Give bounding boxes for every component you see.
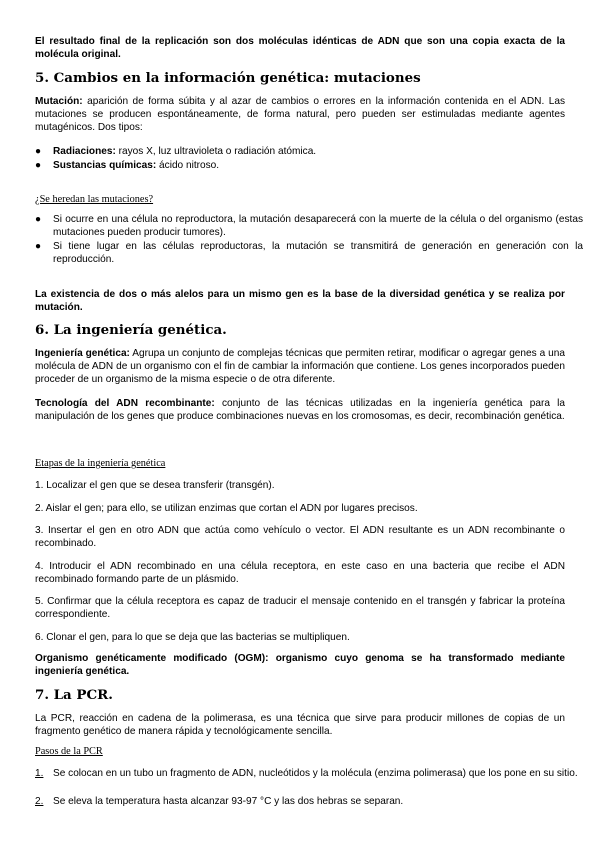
herencia-text: Si ocurre en una célula no reproductora, la mutación desaparecerá con la muerte de la célula o del organismo (estas mutaciones pueden producir tumores). — [53, 214, 583, 238]
tecnologia-definition — [35, 397, 565, 423]
section-7-title: 7. La PCR. — [35, 687, 113, 703]
paso-text: Se colocan en un tubo un fragmento de ADN, nucleótidos y la molécula (enzima polimerasa) que los pone en su sitio. — [53, 768, 578, 779]
ogm-paragraph: Organismo genéticamente modificado (OGM): organismo cuyo genoma se ha transformado mediante ingeniería genética. — [35, 653, 565, 677]
mutacion-text: aparición de forma súbita y al azar de cambios o errores en la información contenida en el ADN. Las mutaciones se producen espontáneamente, de forma natural, pero pueden ser estimuladas mediante agentes mutagénicos. Dos tipos: — [35, 96, 565, 133]
bullet-icon: ● — [35, 146, 42, 157]
intro-paragraph: El resultado final de la replicación son dos moléculas idénticas de ADN que son una copia exacta de la molécula original. — [35, 36, 565, 60]
tipo-text: rayos X, luz ultravioleta o radiación atómica. — [115, 146, 317, 157]
tipo-text: ácido nitroso. — [156, 160, 220, 171]
pcr-paragraph: La PCR, reacción en cadena de la polimerasa, es una técnica que sirve para producir millones de copias de un fragmento genético de manera rápida y tecnológicamente sencilla. — [35, 713, 565, 737]
mutacion-definition — [35, 95, 565, 134]
paso-number: 2. — [35, 796, 44, 807]
paso-number: 1. — [35, 768, 44, 779]
bullet-icon: ● — [35, 214, 42, 225]
bullet-icon: ● — [35, 241, 42, 252]
tecnologia-label: Tecnología del ADN recombinante: — [35, 398, 215, 409]
tipo-label: Sustancias químicas: — [53, 160, 157, 171]
mutacion-label: Mutación: — [35, 96, 83, 107]
ingenieria-label: Ingeniería genética: — [35, 348, 130, 359]
etapa-item: 5. Confirmar que la célula receptora es capaz de traducir el mensaje contenido en el transgén y fabricar la proteína correspondiente. — [35, 596, 565, 620]
bullet-icon: ● — [35, 160, 42, 171]
list-item — [35, 159, 583, 172]
herencia-text: Si tiene lugar en las células reproductoras, la mutación se transmitirá de generación en generación con la reproducción. — [53, 241, 583, 265]
etapa-item: 2. Aislar el gen; para ello, se utilizan enzimas que cortan el ADN por lugares precisos. — [35, 503, 418, 514]
pasos-subtitle: Pasos de la PCR — [35, 746, 103, 757]
alelos-paragraph: La existencia de dos o más alelos para un mismo gen es la base de la diversidad genética y se realiza por mutación. — [35, 289, 565, 313]
etapa-item: 1. Localizar el gen que se desea transferir (transgén). — [35, 480, 275, 491]
section-6-title: 6. La ingeniería genética. — [35, 322, 227, 338]
ingenieria-text: Agrupa un conjunto de complejas técnicas que permiten retirar, modificar o agregar genes a una molécula de ADN de un organismo con el fin de cambiar la información que contiene. Los genes incorporados pueden proceder de un organismo de la misma especie o de otra diferente. — [35, 348, 566, 385]
list-item — [35, 145, 583, 158]
etapa-item: 4. Introducir el ADN recombinado en una célula receptora, en este caso en una bacteria que recibe el ADN recombinado formando parte de un plásmido. — [35, 561, 565, 585]
section-5-title: 5. Cambios en la información genética: mutaciones — [35, 70, 421, 86]
list-item — [35, 795, 583, 808]
list-item — [35, 240, 583, 266]
etapa-item: 6. Clonar el gen, para lo que se deja que las bacterias se multipliquen. — [35, 632, 350, 643]
herencia-subtitle: ¿Se heredan las mutaciones? — [35, 194, 154, 205]
tecnologia-text: conjunto de las técnicas utilizadas en la ingeniería genética para la manipulación de los genes que produce combinaciones nuevas en los cromosomas, es decir, recombinación genética. — [35, 398, 565, 422]
list-item — [35, 767, 583, 780]
list-item — [35, 213, 583, 239]
ingenieria-definition — [35, 347, 565, 386]
paso-text: Se eleva la temperatura hasta alcanzar 93-97 °C y las dos hebras se separan. — [53, 796, 404, 807]
etapas-subtitle: Etapas de la ingeniería genética — [35, 458, 166, 469]
etapa-item: 3. Insertar el gen en otro ADN que actúa como vehículo o vector. El ADN resultante es un ADN recombinante o recombinado. — [35, 525, 565, 549]
tipo-label: Radiaciones: — [53, 146, 116, 157]
